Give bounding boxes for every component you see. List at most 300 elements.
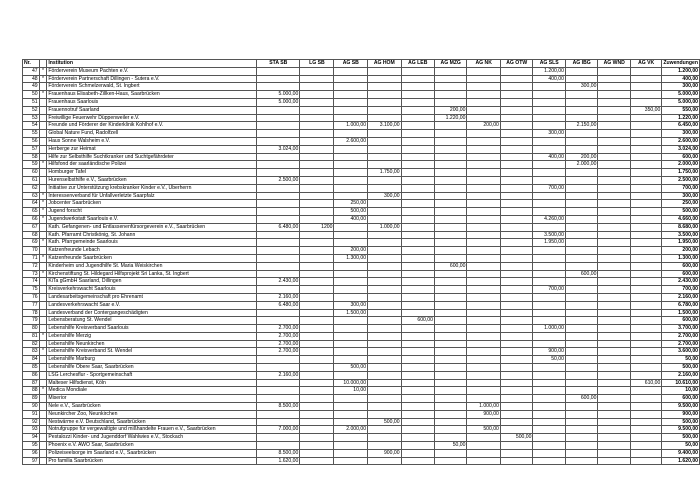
cell-ag-nk xyxy=(467,184,500,192)
cell-lg-sb xyxy=(300,434,334,442)
cell-ag-sls xyxy=(533,223,565,231)
cell-ag-sls: 900,00 xyxy=(533,348,565,356)
cell-ag-hom xyxy=(368,208,402,216)
cell-ag-mzg xyxy=(434,192,467,200)
cell-institution: Jugend forscht xyxy=(47,208,257,216)
cell-ag-nk xyxy=(467,442,500,450)
cell-ag-sls xyxy=(533,200,565,208)
cell-ag-sb xyxy=(334,356,368,364)
cell-lg-sb xyxy=(300,457,334,465)
cell-ag-hom xyxy=(368,106,402,114)
cell-lg-sb xyxy=(300,270,334,278)
cell-ag-vk xyxy=(630,418,661,426)
cell-institution: LSG Lerchesflur - Sportgemeinschaft xyxy=(47,371,257,379)
table-row xyxy=(23,239,700,247)
cell-ag-otw xyxy=(500,145,533,153)
cell-nr: 47 xyxy=(23,67,40,75)
cell-institution: Pro familia Saarbrücken xyxy=(47,457,257,465)
cell-lg-sb xyxy=(300,145,334,153)
cell-institution: KiTa gGmbH Saarland, Dillingen xyxy=(47,278,257,286)
cell-ag-otw xyxy=(500,122,533,130)
cell-ag-wnd xyxy=(598,239,631,247)
cell-ag-vk xyxy=(630,278,661,286)
cell-ag-sb xyxy=(334,418,368,426)
cell-ag-vk xyxy=(630,364,661,372)
cell-ag-otw xyxy=(500,223,533,231)
cell-ag-sb xyxy=(334,449,368,457)
cell-sta-sb xyxy=(257,192,300,200)
cell-nr: 79 xyxy=(23,317,40,325)
cell-lg-sb xyxy=(300,254,334,262)
cell-sta-sb xyxy=(257,418,300,426)
cell-nr: 54 xyxy=(23,122,40,130)
cell-ag-otw xyxy=(500,293,533,301)
cell-ag-sls xyxy=(533,278,565,286)
cell-sta-sb: 2.700,00 xyxy=(257,325,300,333)
cell-ag-sb xyxy=(334,442,368,450)
cell-ag-hom xyxy=(368,426,402,434)
header-mark xyxy=(39,60,47,68)
cell-ag-wnd xyxy=(598,457,631,465)
cell-ag-sls xyxy=(533,426,565,434)
cell-ag-ibg xyxy=(565,215,597,223)
cell-zuwendungen: 50,00 xyxy=(662,356,700,364)
cell-institution: Hurenselbsthilfe e.V., Saarbrücken xyxy=(47,176,257,184)
cell-institution: Initiative zur Unterstützung krebskranker Kinder e.V., Überherrn xyxy=(47,184,257,192)
table-row xyxy=(23,145,700,153)
cell-ag-vk xyxy=(630,340,661,348)
cell-ag-sls: 1.950,00 xyxy=(533,239,565,247)
cell-nr: 81 xyxy=(23,332,40,340)
cell-zuwendungen: 500,00 xyxy=(662,418,700,426)
cell-zuwendungen: 300,00 xyxy=(662,83,700,91)
cell-institution: Förderverein Museum Pachten e.V. xyxy=(47,67,257,75)
cell-ag-wnd xyxy=(598,91,631,99)
cell-ag-sb: 300,00 xyxy=(334,301,368,309)
cell-ag-vk xyxy=(630,434,661,442)
table-row xyxy=(23,137,700,145)
cell-ag-leb xyxy=(401,75,434,83)
cell-ag-hom xyxy=(368,130,402,138)
cell-nr: 55 xyxy=(23,130,40,138)
cell-ag-hom xyxy=(368,301,402,309)
cell-ag-sb xyxy=(334,403,368,411)
cell-nr: 94 xyxy=(23,434,40,442)
cell-ag-nk xyxy=(467,192,500,200)
cell-ag-sb xyxy=(334,457,368,465)
cell-institution: Lebensberatung St. Wendel xyxy=(47,317,257,325)
cell-nr: 95 xyxy=(23,442,40,450)
cell-ag-sb xyxy=(334,317,368,325)
cell-ag-sb: 1.500,00 xyxy=(334,309,368,317)
cell-lg-sb xyxy=(300,387,334,395)
table-row xyxy=(23,449,700,457)
cell-ag-nk xyxy=(467,114,500,122)
cell-ag-vk xyxy=(630,130,661,138)
cell-zuwendungen: 5.000,00 xyxy=(662,98,700,106)
cell-ag-mzg xyxy=(434,410,467,418)
cell-lg-sb xyxy=(300,67,334,75)
cell-ag-vk xyxy=(630,309,661,317)
cell-ag-sls xyxy=(533,293,565,301)
cell-ag-mzg xyxy=(434,317,467,325)
cell-nr: 89 xyxy=(23,395,40,403)
cell-mark xyxy=(39,130,47,138)
cell-ag-vk xyxy=(630,114,661,122)
cell-ag-leb xyxy=(401,106,434,114)
cell-institution: Kinderheim und Jugendhilfe St. Maria Weiskirchen xyxy=(47,262,257,270)
cell-ag-sls xyxy=(533,364,565,372)
cell-ag-vk xyxy=(630,176,661,184)
cell-mark xyxy=(39,309,47,317)
cell-sta-sb: 8.500,00 xyxy=(257,449,300,457)
cell-ag-leb xyxy=(401,169,434,177)
cell-ag-sb xyxy=(334,231,368,239)
cell-zuwendungen: 2.500,00 xyxy=(662,176,700,184)
cell-ag-otw xyxy=(500,262,533,270)
cell-ag-wnd xyxy=(598,137,631,145)
cell-ag-leb xyxy=(401,442,434,450)
cell-ag-sls xyxy=(533,83,565,91)
cell-ag-wnd xyxy=(598,395,631,403)
cell-ag-otw xyxy=(500,91,533,99)
cell-mark xyxy=(39,278,47,286)
cell-lg-sb xyxy=(300,426,334,434)
cell-ag-leb xyxy=(401,91,434,99)
cell-nr: 73 xyxy=(23,270,40,278)
cell-ag-wnd xyxy=(598,410,631,418)
cell-lg-sb xyxy=(300,247,334,255)
table-row xyxy=(23,309,700,317)
cell-mark xyxy=(39,153,47,161)
cell-ag-otw xyxy=(500,442,533,450)
cell-ag-wnd xyxy=(598,169,631,177)
cell-ag-ibg: 200,00 xyxy=(565,153,597,161)
cell-ag-leb xyxy=(401,325,434,333)
cell-lg-sb xyxy=(300,332,334,340)
cell-ag-mzg xyxy=(434,270,467,278)
cell-ag-wnd xyxy=(598,293,631,301)
cell-institution: Frauenhaus Saarlouis xyxy=(47,98,257,106)
cell-ag-ibg xyxy=(565,449,597,457)
cell-zuwendungen: 600,00 xyxy=(662,153,700,161)
cell-institution: Phoenix e.V. AWO Saar, Saarbrücken xyxy=(47,442,257,450)
cell-zuwendungen: 250,00 xyxy=(662,200,700,208)
table-row xyxy=(23,403,700,411)
cell-ag-ibg xyxy=(565,200,597,208)
cell-institution: Freiwillige Feuerwehr Düppenweiler e.V. xyxy=(47,114,257,122)
cell-sta-sb: 2.160,00 xyxy=(257,371,300,379)
cell-ag-ibg xyxy=(565,239,597,247)
cell-ag-nk: 900,00 xyxy=(467,410,500,418)
cell-ag-mzg xyxy=(434,130,467,138)
cell-ag-nk xyxy=(467,176,500,184)
cell-ag-otw xyxy=(500,356,533,364)
header-row xyxy=(23,60,700,68)
cell-institution: Frauenhaus Elisabeth-Zillken-Haus, Saarbrücken xyxy=(47,91,257,99)
cell-ag-wnd xyxy=(598,161,631,169)
cell-nr: 66 xyxy=(23,215,40,223)
cell-ag-wnd xyxy=(598,332,631,340)
cell-nr: 96 xyxy=(23,449,40,457)
cell-sta-sb xyxy=(257,215,300,223)
cell-ag-hom xyxy=(368,153,402,161)
cell-ag-sls xyxy=(533,91,565,99)
cell-nr: 74 xyxy=(23,278,40,286)
cell-ag-wnd xyxy=(598,122,631,130)
cell-mark: * xyxy=(39,208,47,216)
cell-zuwendungen: 2.700,00 xyxy=(662,332,700,340)
cell-ag-mzg xyxy=(434,395,467,403)
cell-ag-otw xyxy=(500,403,533,411)
header-ag-nk: AG NK xyxy=(467,60,500,68)
cell-institution: Kath. Pfarramt Christkönig, St. Johann xyxy=(47,231,257,239)
cell-ag-mzg xyxy=(434,403,467,411)
cell-mark xyxy=(39,410,47,418)
cell-nr: 75 xyxy=(23,286,40,294)
cell-ag-nk xyxy=(467,106,500,114)
cell-ag-nk xyxy=(467,325,500,333)
cell-ag-sb xyxy=(334,130,368,138)
cell-ag-sls xyxy=(533,457,565,465)
cell-ag-sb xyxy=(334,340,368,348)
cell-zuwendungen: 1.950,00 xyxy=(662,239,700,247)
cell-mark xyxy=(39,145,47,153)
cell-ag-otw xyxy=(500,161,533,169)
cell-lg-sb xyxy=(300,192,334,200)
cell-mark: * xyxy=(39,254,47,262)
cell-ag-otw xyxy=(500,247,533,255)
cell-ag-nk: 1.000,00 xyxy=(467,403,500,411)
cell-ag-nk xyxy=(467,208,500,216)
cell-ag-ibg xyxy=(565,192,597,200)
cell-ag-wnd xyxy=(598,184,631,192)
cell-ag-leb xyxy=(401,200,434,208)
cell-ag-wnd xyxy=(598,200,631,208)
cell-ag-ibg xyxy=(565,137,597,145)
cell-ag-mzg xyxy=(434,239,467,247)
cell-institution: Freunde und Förderer der Kinderklinik Kohlhof e.V. xyxy=(47,122,257,130)
cell-ag-leb xyxy=(401,130,434,138)
cell-ag-otw xyxy=(500,340,533,348)
cell-ag-leb xyxy=(401,395,434,403)
cell-mark xyxy=(39,247,47,255)
cell-ag-ibg xyxy=(565,379,597,387)
cell-ag-leb xyxy=(401,270,434,278)
cell-ag-wnd xyxy=(598,301,631,309)
table-row xyxy=(23,215,700,223)
cell-nr: 49 xyxy=(23,83,40,91)
cell-ag-ibg xyxy=(565,176,597,184)
cell-ag-leb xyxy=(401,145,434,153)
cell-ag-sls xyxy=(533,403,565,411)
table-row xyxy=(23,270,700,278)
cell-ag-vk xyxy=(630,395,661,403)
table-row xyxy=(23,200,700,208)
cell-ag-leb xyxy=(401,192,434,200)
cell-ag-mzg: 200,00 xyxy=(434,106,467,114)
cell-ag-hom xyxy=(368,231,402,239)
cell-sta-sb xyxy=(257,442,300,450)
table-row xyxy=(23,91,700,99)
cell-ag-mzg xyxy=(434,184,467,192)
cell-mark xyxy=(39,418,47,426)
cell-ag-hom: 500,00 xyxy=(368,418,402,426)
table-row xyxy=(23,184,700,192)
cell-ag-hom xyxy=(368,67,402,75)
cell-ag-nk xyxy=(467,75,500,83)
cell-ag-otw xyxy=(500,184,533,192)
cell-ag-vk xyxy=(630,169,661,177)
cell-ag-sls xyxy=(533,208,565,216)
cell-institution: Pestalozzi Kinder- und Jugenddorf Wahlwies e.V., Stockach xyxy=(47,434,257,442)
cell-ag-sls xyxy=(533,442,565,450)
cell-nr: 80 xyxy=(23,325,40,333)
cell-lg-sb xyxy=(300,309,334,317)
cell-ag-vk: 350,00 xyxy=(630,106,661,114)
cell-ag-sb xyxy=(334,223,368,231)
cell-nr: 77 xyxy=(23,301,40,309)
cell-ag-ibg xyxy=(565,434,597,442)
table-row xyxy=(23,364,700,372)
cell-ag-ibg xyxy=(565,356,597,364)
cell-ag-sb xyxy=(334,67,368,75)
cell-sta-sb xyxy=(257,309,300,317)
cell-ag-wnd xyxy=(598,114,631,122)
cell-nr: 97 xyxy=(23,457,40,465)
cell-lg-sb xyxy=(300,364,334,372)
cell-ag-otw xyxy=(500,325,533,333)
cell-ag-vk xyxy=(630,293,661,301)
cell-ag-ibg xyxy=(565,145,597,153)
cell-ag-nk xyxy=(467,83,500,91)
cell-ag-wnd xyxy=(598,75,631,83)
cell-mark: * xyxy=(39,270,47,278)
cell-sta-sb: 5.000,00 xyxy=(257,91,300,99)
cell-ag-mzg: 50,00 xyxy=(434,442,467,450)
cell-institution: Kath. Pfarrgemeinde Saarlouis xyxy=(47,239,257,247)
cell-ag-otw: 500,00 xyxy=(500,434,533,442)
cell-ag-nk xyxy=(467,457,500,465)
table-row xyxy=(23,379,700,387)
cell-institution: Lebenshilfe Neunkirchen xyxy=(47,340,257,348)
cell-ag-otw xyxy=(500,317,533,325)
cell-ag-hom xyxy=(368,137,402,145)
cell-mark xyxy=(39,114,47,122)
cell-ag-otw xyxy=(500,270,533,278)
cell-ag-otw xyxy=(500,169,533,177)
table-row xyxy=(23,192,700,200)
cell-ag-ibg xyxy=(565,106,597,114)
cell-ag-wnd xyxy=(598,317,631,325)
cell-ag-wnd xyxy=(598,356,631,364)
cell-sta-sb xyxy=(257,67,300,75)
cell-nr: 90 xyxy=(23,403,40,411)
cell-ag-sb xyxy=(334,176,368,184)
cell-institution: Nele e.V., Saarbrücken xyxy=(47,403,257,411)
cell-ag-mzg xyxy=(434,387,467,395)
cell-institution: Lebenshilfe Kreisverband St. Wendel xyxy=(47,348,257,356)
cell-ag-wnd xyxy=(598,106,631,114)
cell-ag-vk xyxy=(630,301,661,309)
cell-ag-sls: 50,00 xyxy=(533,356,565,364)
cell-sta-sb xyxy=(257,200,300,208)
cell-zuwendungen: 300,00 xyxy=(662,192,700,200)
cell-sta-sb xyxy=(257,137,300,145)
cell-zuwendungen: 1.620,00 xyxy=(662,457,700,465)
cell-ag-sls xyxy=(533,340,565,348)
cell-ag-leb xyxy=(401,223,434,231)
cell-ag-mzg xyxy=(434,223,467,231)
cell-institution: Homburger Tafel xyxy=(47,169,257,177)
table-row xyxy=(23,418,700,426)
table-row xyxy=(23,395,700,403)
cell-ag-leb xyxy=(401,208,434,216)
cell-ag-hom xyxy=(368,403,402,411)
cell-mark: * xyxy=(39,200,47,208)
cell-ag-mzg: 1.220,00 xyxy=(434,114,467,122)
cell-ag-mzg xyxy=(434,348,467,356)
cell-ag-sb xyxy=(334,153,368,161)
cell-ag-mzg xyxy=(434,145,467,153)
cell-mark: * xyxy=(39,239,47,247)
cell-ag-sb xyxy=(334,114,368,122)
cell-ag-leb xyxy=(401,457,434,465)
cell-ag-vk xyxy=(630,457,661,465)
cell-ag-nk: 200,00 xyxy=(467,122,500,130)
cell-ag-mzg xyxy=(434,176,467,184)
header-ag-sb: AG SB xyxy=(334,60,368,68)
cell-ag-wnd xyxy=(598,192,631,200)
cell-ag-sls: 400,00 xyxy=(533,153,565,161)
cell-ag-ibg xyxy=(565,387,597,395)
cell-mark: * xyxy=(39,215,47,223)
cell-ag-wnd xyxy=(598,340,631,348)
cell-institution: Jobcenter Saarbrücken xyxy=(47,200,257,208)
cell-mark xyxy=(39,169,47,177)
header-ag-vk: AG VK xyxy=(630,60,661,68)
cell-ag-nk xyxy=(467,332,500,340)
cell-ag-nk xyxy=(467,301,500,309)
cell-mark xyxy=(39,426,47,434)
cell-mark: * xyxy=(39,91,47,99)
cell-zuwendungen: 550,00 xyxy=(662,106,700,114)
table-row xyxy=(23,231,700,239)
cell-ag-wnd xyxy=(598,98,631,106)
cell-sta-sb xyxy=(257,153,300,161)
cell-lg-sb xyxy=(300,83,334,91)
cell-ag-sb: 1.300,00 xyxy=(334,254,368,262)
cell-sta-sb xyxy=(257,387,300,395)
cell-ag-sb xyxy=(334,91,368,99)
cell-zuwendungen: 600,00 xyxy=(662,262,700,270)
cell-mark xyxy=(39,395,47,403)
cell-ag-sb xyxy=(334,410,368,418)
cell-zuwendungen: 10.610,00 xyxy=(662,379,700,387)
cell-zuwendungen: 2.600,00 xyxy=(662,137,700,145)
cell-ag-nk xyxy=(467,137,500,145)
cell-ag-sls xyxy=(533,137,565,145)
cell-nr: 64 xyxy=(23,200,40,208)
cell-lg-sb xyxy=(300,403,334,411)
cell-ag-vk xyxy=(630,442,661,450)
cell-ag-wnd xyxy=(598,270,631,278)
cell-institution: Katzenfreunde Lebach xyxy=(47,247,257,255)
cell-ag-mzg xyxy=(434,98,467,106)
cell-ag-sb xyxy=(334,332,368,340)
cell-ag-vk xyxy=(630,262,661,270)
cell-ag-leb xyxy=(401,231,434,239)
